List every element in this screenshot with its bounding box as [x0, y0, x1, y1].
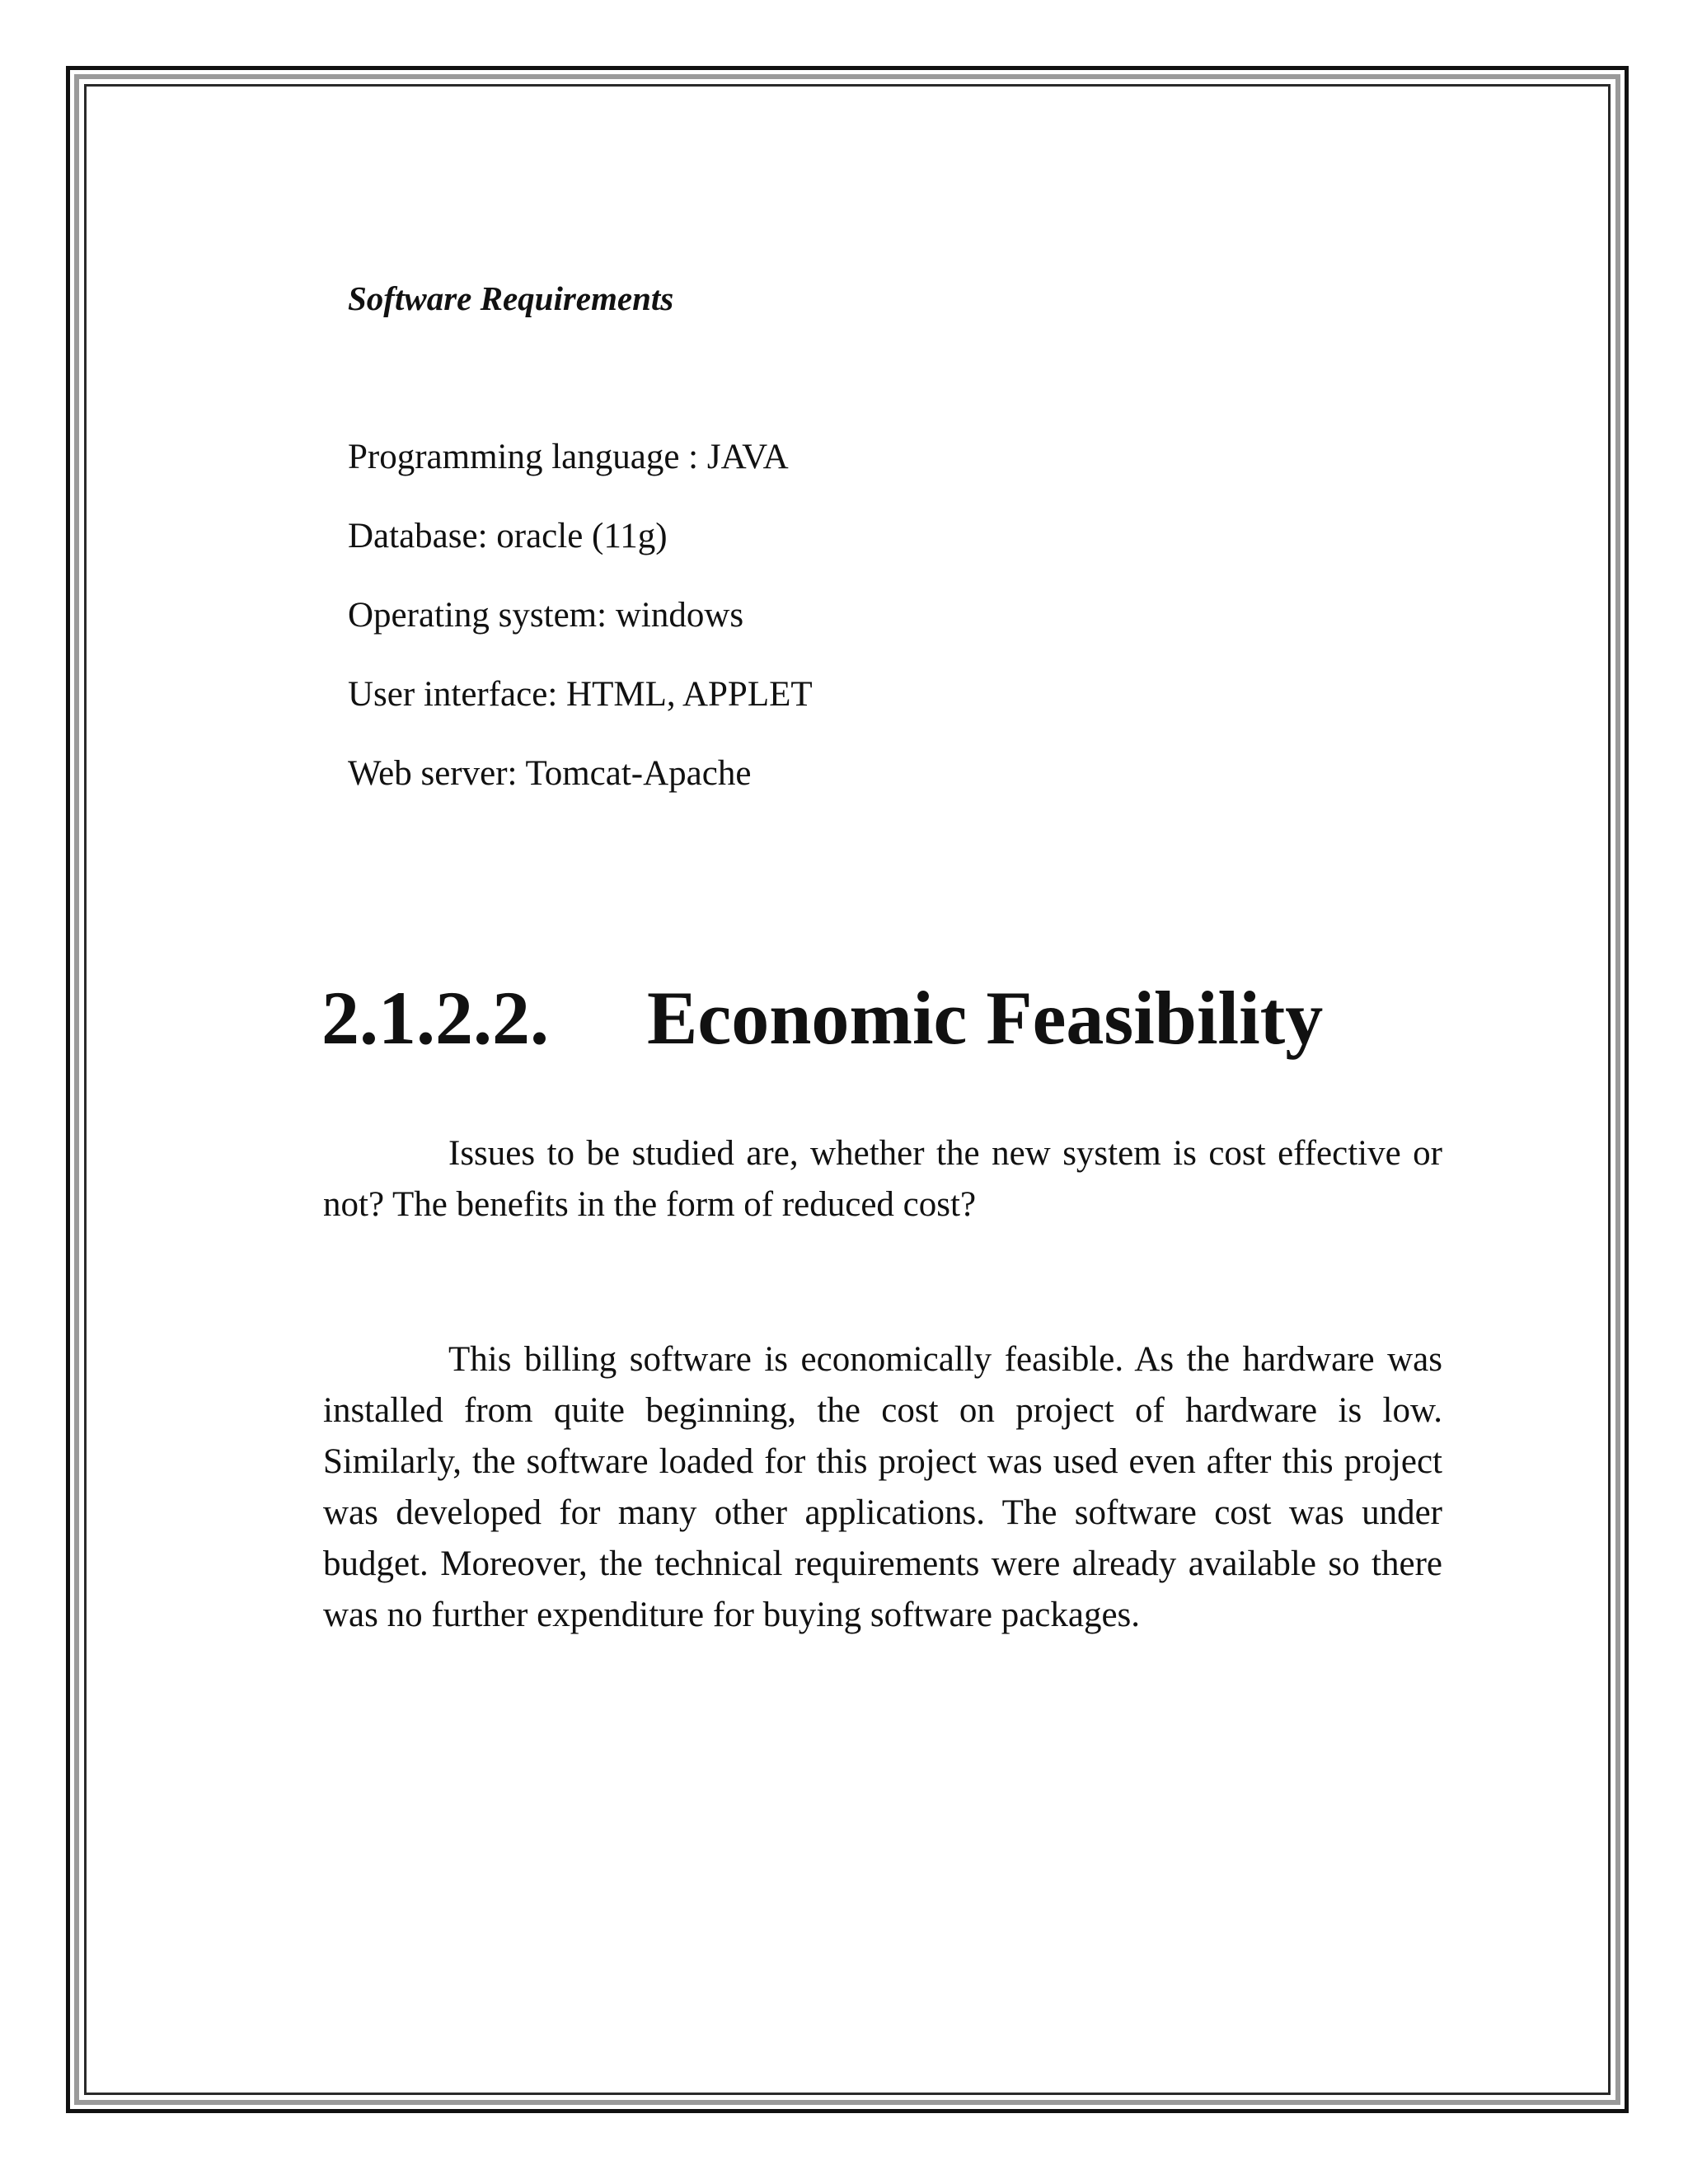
page-border-inner: [84, 84, 1611, 2095]
page-border-shade: [74, 74, 1620, 2105]
requirement-web-server: Web server: Tomcat-Apache: [348, 754, 752, 793]
section-heading: [321, 968, 1323, 1067]
section-number: 2.1.2.2.: [321, 976, 549, 1060]
software-requirements-heading: Software Requirements: [348, 279, 674, 317]
requirements-list: [348, 433, 813, 828]
paragraph-economic-feasibility: This billing software is economically feasible. As the hardware was installed from quite beginning, the cost on project of hardware is low. Similarly, the software loaded for this project was used even after this project was developed for many other applications. The software cost was under budget. Moreover, the technical requirements were already available so there was no further expenditure for buying software packages.: [323, 1340, 1442, 1634]
paragraph-cost-issues: Issues to be studied are, whether the new system is cost effective or not? The benefits in the form of reduced cost?: [323, 1134, 1442, 1224]
page-border: [66, 66, 1629, 2113]
requirement-user-interface: User interface: HTML, APPLET: [348, 675, 813, 714]
requirement-database: Database: oracle (11g): [348, 517, 668, 555]
section-title: Economic Feasibility: [647, 976, 1324, 1060]
requirement-programming-language: Programming language : JAVA: [348, 438, 789, 476]
requirement-operating-system: Operating system: windows: [348, 596, 744, 635]
